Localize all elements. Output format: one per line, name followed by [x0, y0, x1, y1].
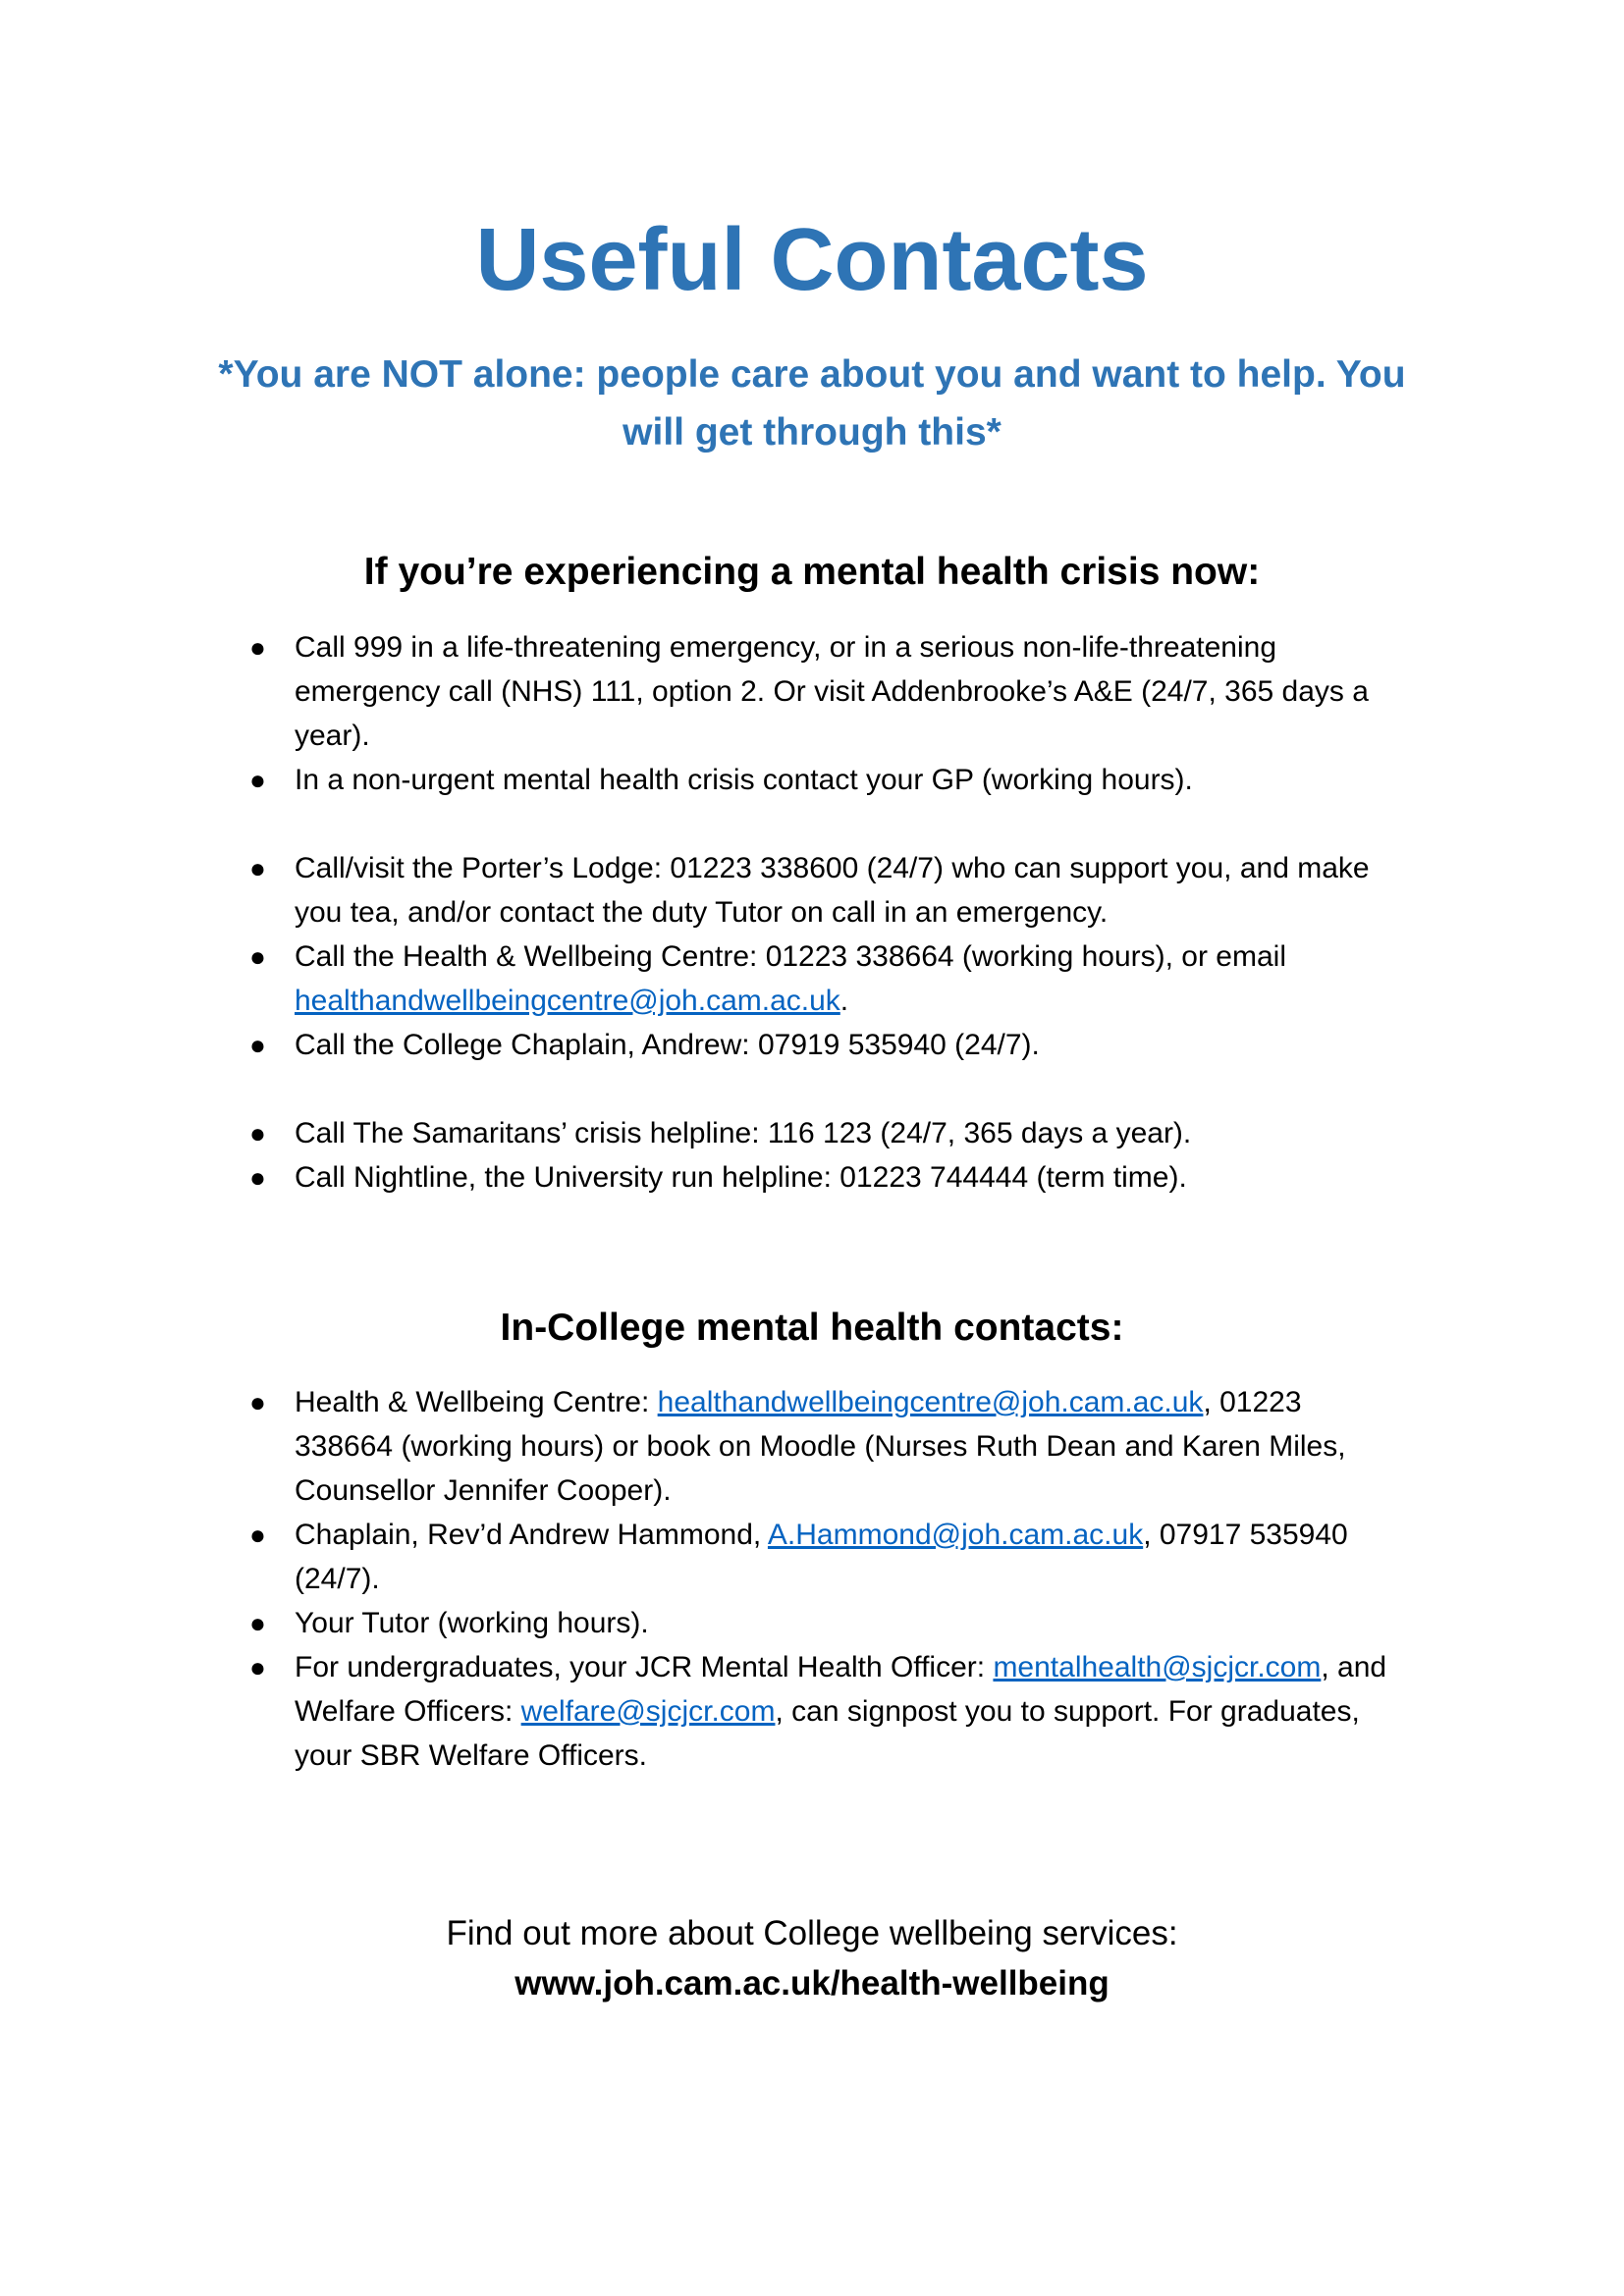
bullet-icon: ●: [249, 1162, 266, 1193]
list-item: [0, 625, 1624, 758]
college-item-health-centre: Health & Wellbeing Centre: healthandwellbeingcentre@joh.cam.ac.uk, 01223 338664 (working hours) or book on Moodle (Nurses Ruth Dean and Karen Miles, Counsellor Jennifer Cooper).: [295, 1386, 1346, 1507]
bullet-icon: ●: [249, 632, 266, 663]
mental-health-officer-email-link[interactable]: mentalhealth@sjcjcr.com: [993, 1651, 1322, 1683]
crisis-item-samaritans: Call The Samaritans’ crisis helpline: 116 123 (24/7, 365 days a year).: [295, 1117, 1192, 1149]
crisis-item-health-centre: Call the Health & Wellbeing Centre: 01223 338664 (working hours), or email healthandwellbeingcentre@joh.cam.ac.uk.: [295, 940, 1286, 1017]
list-item: [0, 1111, 1624, 1155]
list-item: [0, 1645, 1624, 1778]
crisis-item-emergency: Call 999 in a life-threatening emergency, or in a serious non-life-threatening emergency call (NHS) 111, option 2. Or visit Addenbrooke’s A&E (24/7, 365 days a year).: [295, 631, 1369, 752]
health-centre-email-link[interactable]: healthandwellbeingcentre@joh.cam.ac.uk: [657, 1386, 1204, 1418]
list-item: [0, 758, 1624, 802]
page-subtitle: *You are NOT alone: people care about you and want to help. You will get through this*: [218, 353, 1406, 454]
list-item: [0, 934, 1624, 1023]
list-item: [0, 1023, 1624, 1067]
bullet-icon: ●: [249, 1652, 266, 1682]
list-item: [0, 1513, 1624, 1601]
page-title: Useful Contacts: [475, 211, 1149, 309]
welfare-officers-email-link[interactable]: welfare@sjcjcr.com: [520, 1695, 776, 1728]
bullet-icon: ●: [249, 853, 266, 883]
crisis-heading: If you’re experiencing a mental health crisis now:: [363, 551, 1261, 593]
college-list: [0, 1380, 1624, 1778]
list-item: [0, 1155, 1624, 1200]
bullet-icon: ●: [249, 941, 266, 972]
bullet-icon: ●: [249, 765, 266, 795]
college-heading: In-College mental health contacts:: [500, 1307, 1124, 1349]
college-item-jcr-welfare: For undergraduates, your JCR Mental Health Officer: mentalhealth@sjcjcr.com, and Welfare Officers: welfare@sjcjcr.com, can signpost you to support. For graduates, your SBR Welfare Officers.: [295, 1651, 1387, 1772]
list-item: [0, 846, 1624, 934]
bullet-icon: ●: [249, 1030, 266, 1060]
crisis-list: [0, 625, 1624, 1200]
footer-url: www.joh.cam.ac.uk/health-wellbeing: [514, 1964, 1110, 2002]
bullet-icon: ●: [249, 1387, 266, 1417]
crisis-item-gp: In a non-urgent mental health crisis contact your GP (working hours).: [295, 764, 1193, 796]
crisis-item-chaplain: Call the College Chaplain, Andrew: 07919 535940 (24/7).: [295, 1029, 1040, 1061]
bullet-icon: ●: [249, 1118, 266, 1148]
footer-text: Find out more about College wellbeing services:: [446, 1914, 1178, 1952]
bullet-icon: ●: [249, 1608, 266, 1638]
college-item-chaplain: Chaplain, Rev’d Andrew Hammond, A.Hammond@joh.cam.ac.uk, 07917 535940 (24/7).: [295, 1519, 1348, 1595]
list-item: [0, 1380, 1624, 1513]
bullet-icon: ●: [249, 1520, 266, 1550]
crisis-item-nightline: Call Nightline, the University run helpline: 01223 744444 (term time).: [295, 1161, 1187, 1194]
list-item: [0, 1601, 1624, 1645]
health-centre-email-link[interactable]: healthandwellbeingcentre@joh.cam.ac.uk: [295, 985, 840, 1017]
college-item-tutor: Your Tutor (working hours).: [295, 1607, 649, 1639]
chaplain-email-link[interactable]: A.Hammond@joh.cam.ac.uk: [767, 1519, 1144, 1551]
crisis-item-porters-lodge: Call/visit the Porter’s Lodge: 01223 338600 (24/7) who can support you, and make you tea, and/or contact the duty Tutor on call in an emergency.: [295, 852, 1370, 929]
